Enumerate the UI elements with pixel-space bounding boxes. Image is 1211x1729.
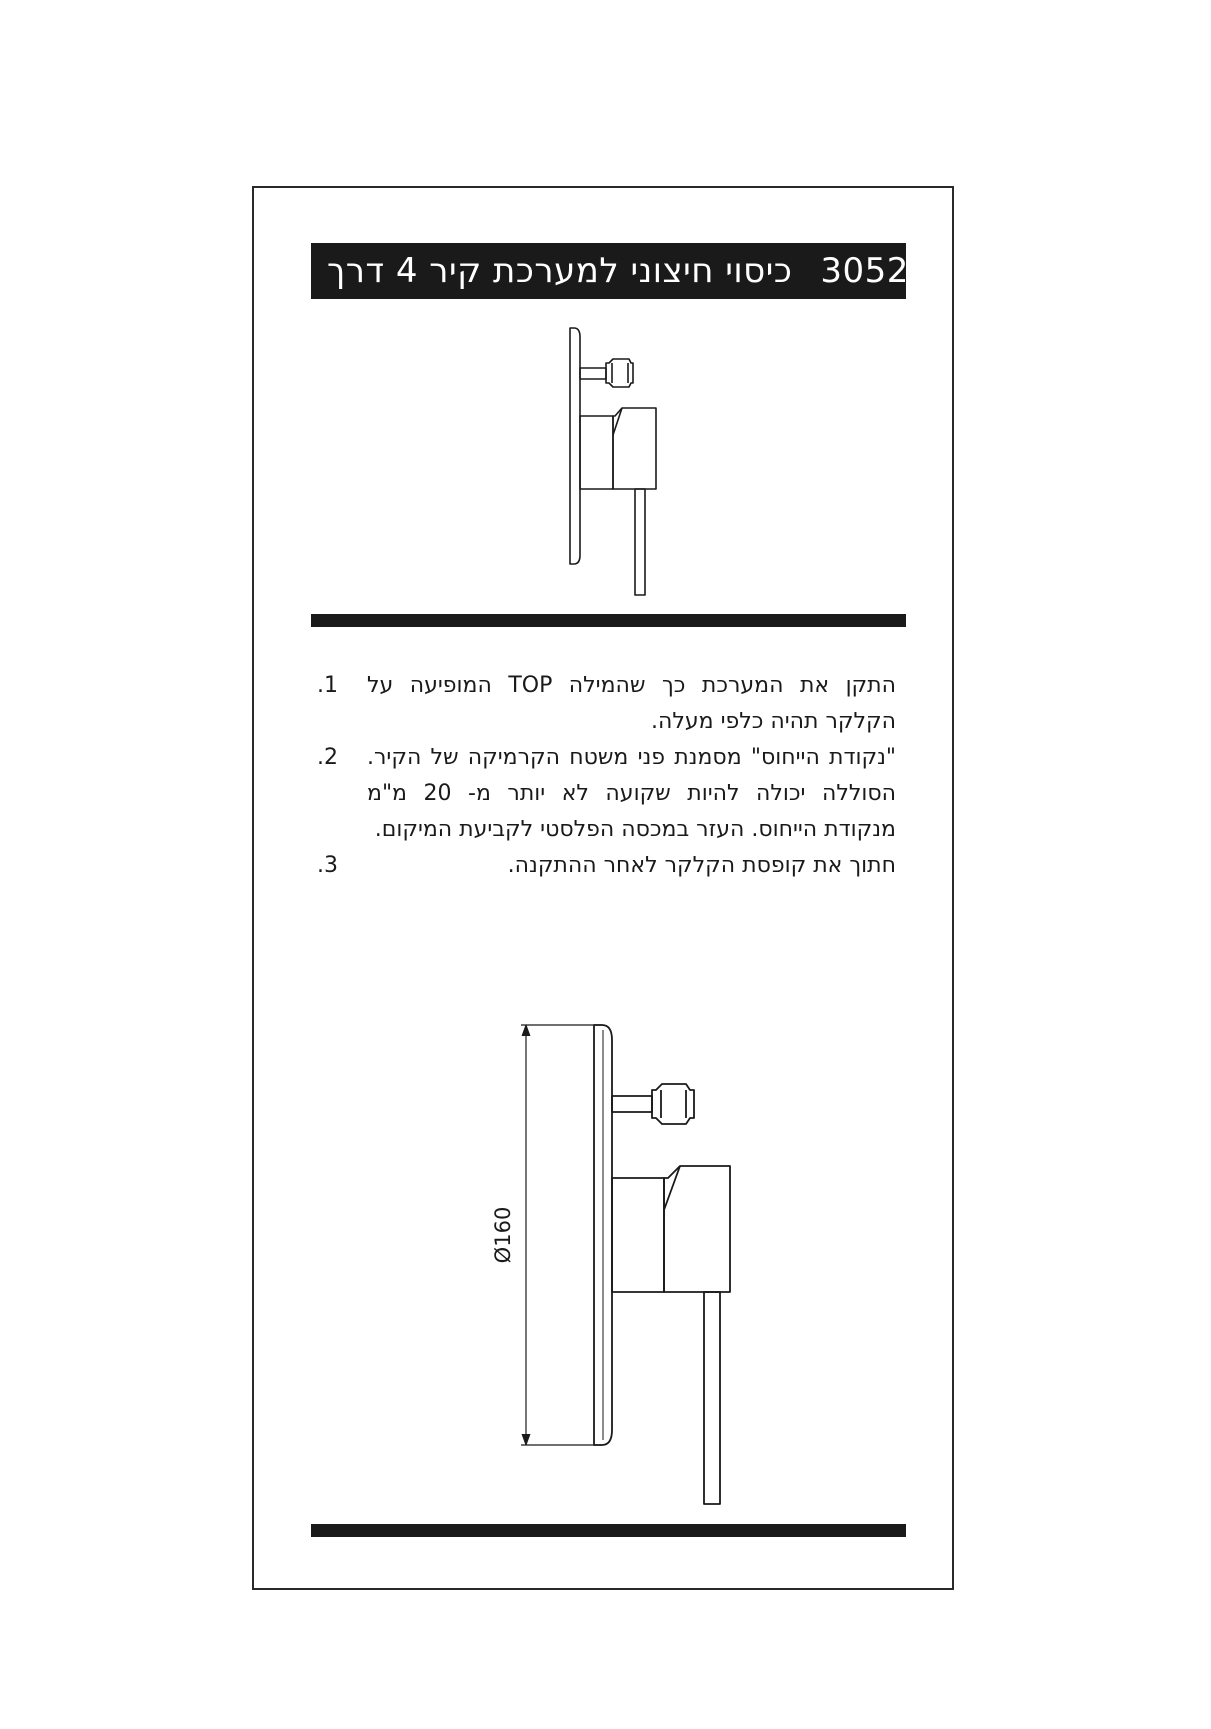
step-number: .2 — [317, 745, 338, 770]
instructions-list — [311, 668, 906, 884]
side-view-drawing-small — [560, 325, 670, 597]
instruction-step — [311, 740, 906, 848]
side-view-small-svg — [560, 325, 670, 597]
step-text: "נקודת הייחוס" מסמנת פני משטח הקרמיקה של הקיר. הסוללה יכולה להיות שקועה לא יותר מ- 20 מ"מ מנקודת הייחוס. העזר במכסה הפלסטי לקביעת המיקום. — [367, 745, 896, 842]
lever-handle — [704, 1292, 720, 1504]
dimension-label: Ø160 — [491, 1206, 515, 1264]
valve-body — [612, 1178, 664, 1292]
side-view-drawing-dimensioned — [490, 1020, 750, 1508]
cover-plate — [570, 328, 580, 564]
valve-body — [580, 416, 613, 489]
divider-top — [311, 614, 906, 627]
step-text: חתוך את קופסת הקלקר לאחר ההתקנה. — [507, 853, 896, 878]
diverter-knob — [606, 359, 633, 387]
dimension-arrow-top — [522, 1025, 530, 1036]
instruction-step — [311, 668, 906, 740]
side-view-large-svg — [490, 1020, 750, 1508]
lever-handle — [635, 489, 645, 595]
diverter-knob — [652, 1084, 694, 1124]
step-number: .3 — [317, 853, 338, 878]
lever-housing — [613, 408, 656, 489]
step-text: התקן את המערכת כך שהמילה TOP המופיעה על הקלקר תהיה כלפי מעלה. — [367, 673, 896, 734]
diverter-stem — [580, 368, 606, 379]
diverter-stem — [612, 1096, 652, 1112]
instruction-step — [311, 848, 906, 884]
title-bar — [311, 243, 954, 299]
divider-bottom — [311, 1524, 906, 1537]
step-number: .1 — [317, 673, 338, 698]
dimension-arrow-bottom — [522, 1434, 530, 1445]
product-code: 305288 — [820, 251, 954, 291]
product-title: כיסוי חיצוני למערכת קיר 4 דרך — [327, 251, 793, 291]
